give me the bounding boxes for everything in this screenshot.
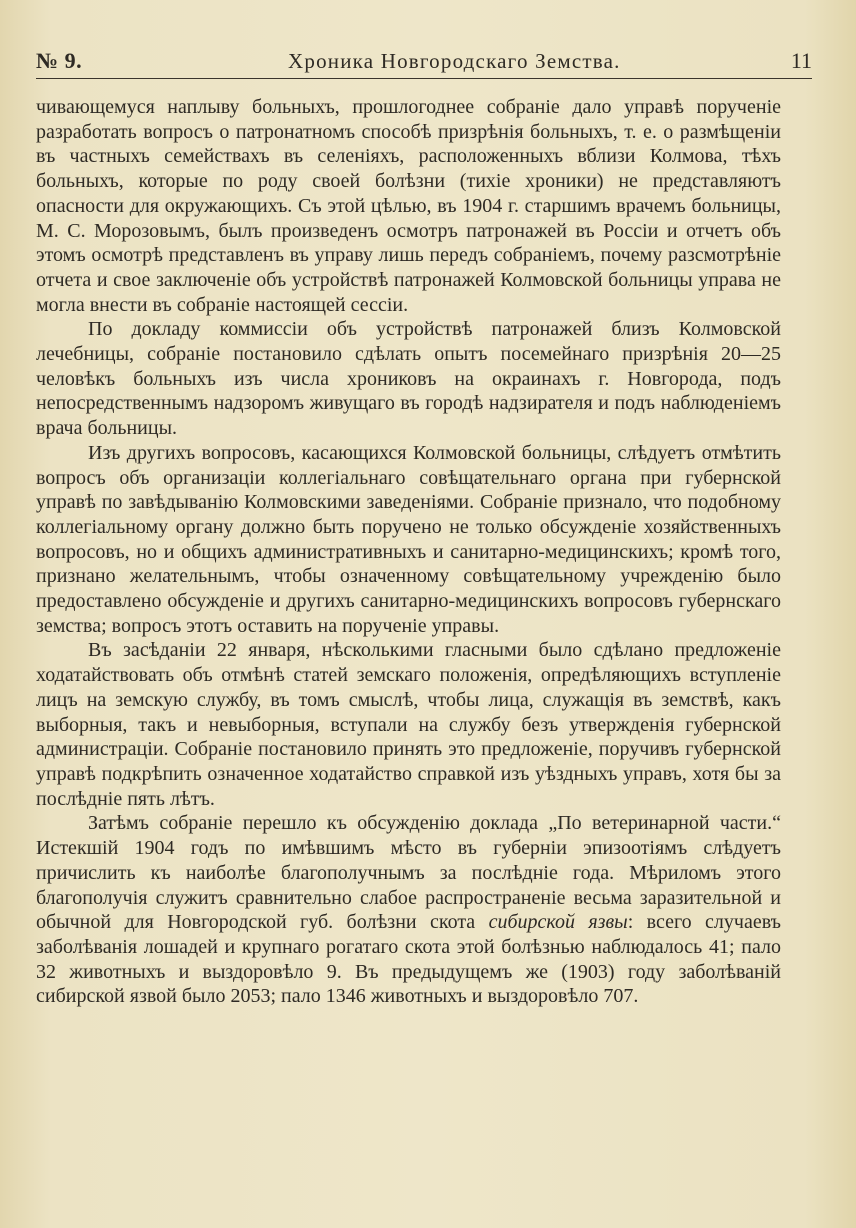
journal-title: Хроника Новгородскаго Земства. — [288, 49, 621, 73]
paragraph-patronage: По докладу коммиссіи объ устройствѣ патронажей близъ Колмовской лечебницы, собраніе постановило сдѣлать опытъ посемейнаго призрѣнія 20—25 человѣкъ больныхъ изъ числа хрониковъ на окраинахъ г. Новгорода, подъ непосредственнымъ надзоромъ живущаго въ городѣ надзирателя и подъ наблюденіемъ врача больницы. — [36, 318, 781, 440]
article-body — [36, 95, 781, 1009]
paragraph-veterinary — [36, 811, 781, 1009]
paragraph-zemstvo-service: Въ засѣданіи 22 января, нѣсколькими гласными было сдѣлано предложеніе ходатайствовать объ отмѣнѣ статей земскаго положенія, опредѣляющихъ вступленіе лицъ на земскую службу, въ томъ смыслѣ, чтобы лица, служащія въ земствѣ, какъ выборныя, такъ и невыборныя, вступали на службу безъ утвержденія губернской администраціи. Собраніе постановило принять это предложеніе, поручивъ губернской управѣ подкрѣпить означенное ходатайство справкой изъ уѣздныхъ управъ, хотя бы за послѣдніе пять лѣтъ. — [36, 639, 781, 810]
anthrax-term: сибирской язвы — [488, 911, 628, 934]
paragraph-collegial-organ: Изъ другихъ вопросовъ, касающихся Колмовской больницы, слѣдуетъ отмѣтить вопросъ объ организаціи коллегіальнаго совѣщательнаго органа при губернской управѣ по завѣдыванію Колмовскими заведеніями. Собраніе признало, что подобному коллегіальному органу должно быть поручено не только обсужденіе хозяйственныхъ вопросовъ, но и общихъ административныхъ и санитарно-медицинскихъ; кромѣ того, признано желательнымъ, чтобы означенному совѣщательному учрежденію было предоставлено обсужденіе и другихъ санитарно-медицинскихъ вопросовъ губернскаго земства; вопросъ этотъ оставить на порученіе управы. — [36, 441, 781, 637]
header-rule — [36, 78, 812, 79]
veterinary-text-end: : всего случаевъ заболѣванія лошадей и крупнаго рогатаго скота этой болѣзнью наблюдалось 41; пало 32 животныхъ и выздоровѣло 9. Въ предыдущемъ же (1903) году заболѣваній сибирской язвой было 2053; пало 1346 животныхъ и выздоровѣло 707. — [36, 911, 781, 1008]
issue-number: № 9. — [36, 48, 83, 73]
running-header — [36, 40, 812, 80]
veterinary-text-start: Затѣмъ собраніе перешло къ обсужденію доклада „По ветеринарной части.“ Истекшій 1904 годъ по имѣвшимъ мѣсто въ губерніи эпизоотіямъ слѣдуетъ причислить къ наиболѣе благополучнымъ за послѣдніе года. Мѣриломъ этого благополучія служитъ сравнительно слабое распространеніе весьма заразительной и обычной для Новгородской губ. болѣзни скота — [36, 812, 781, 934]
page-number: 11 — [790, 48, 812, 73]
paragraph-continuation: чивающемуся наплыву больныхъ, прошлогоднее собраніе дало управѣ порученіе разработать вопросъ о патронатномъ способѣ призрѣнія больныхъ, т. е. о размѣщеніи въ частныхъ семействахъ въ селеніяхъ, расположенныхъ вблизи Колмова, тѣхъ больныхъ, которые по роду своей болѣзни (тихіе хроники) не представляютъ опасности для окружающихъ. Съ этой цѣлью, въ 1904 г. старшимъ врачемъ больницы, М. С. Морозовымъ, былъ произведенъ осмотръ патронажей въ Россіи и отчетъ объ этомъ осмотрѣ представленъ въ управу лишь передъ собраніемъ, почему разсмотрѣніе отчета и свое заключеніе объ устройствѣ патронажей Колмовской больницы управа не могла внести въ собраніе настоящей сессіи. — [36, 96, 781, 316]
